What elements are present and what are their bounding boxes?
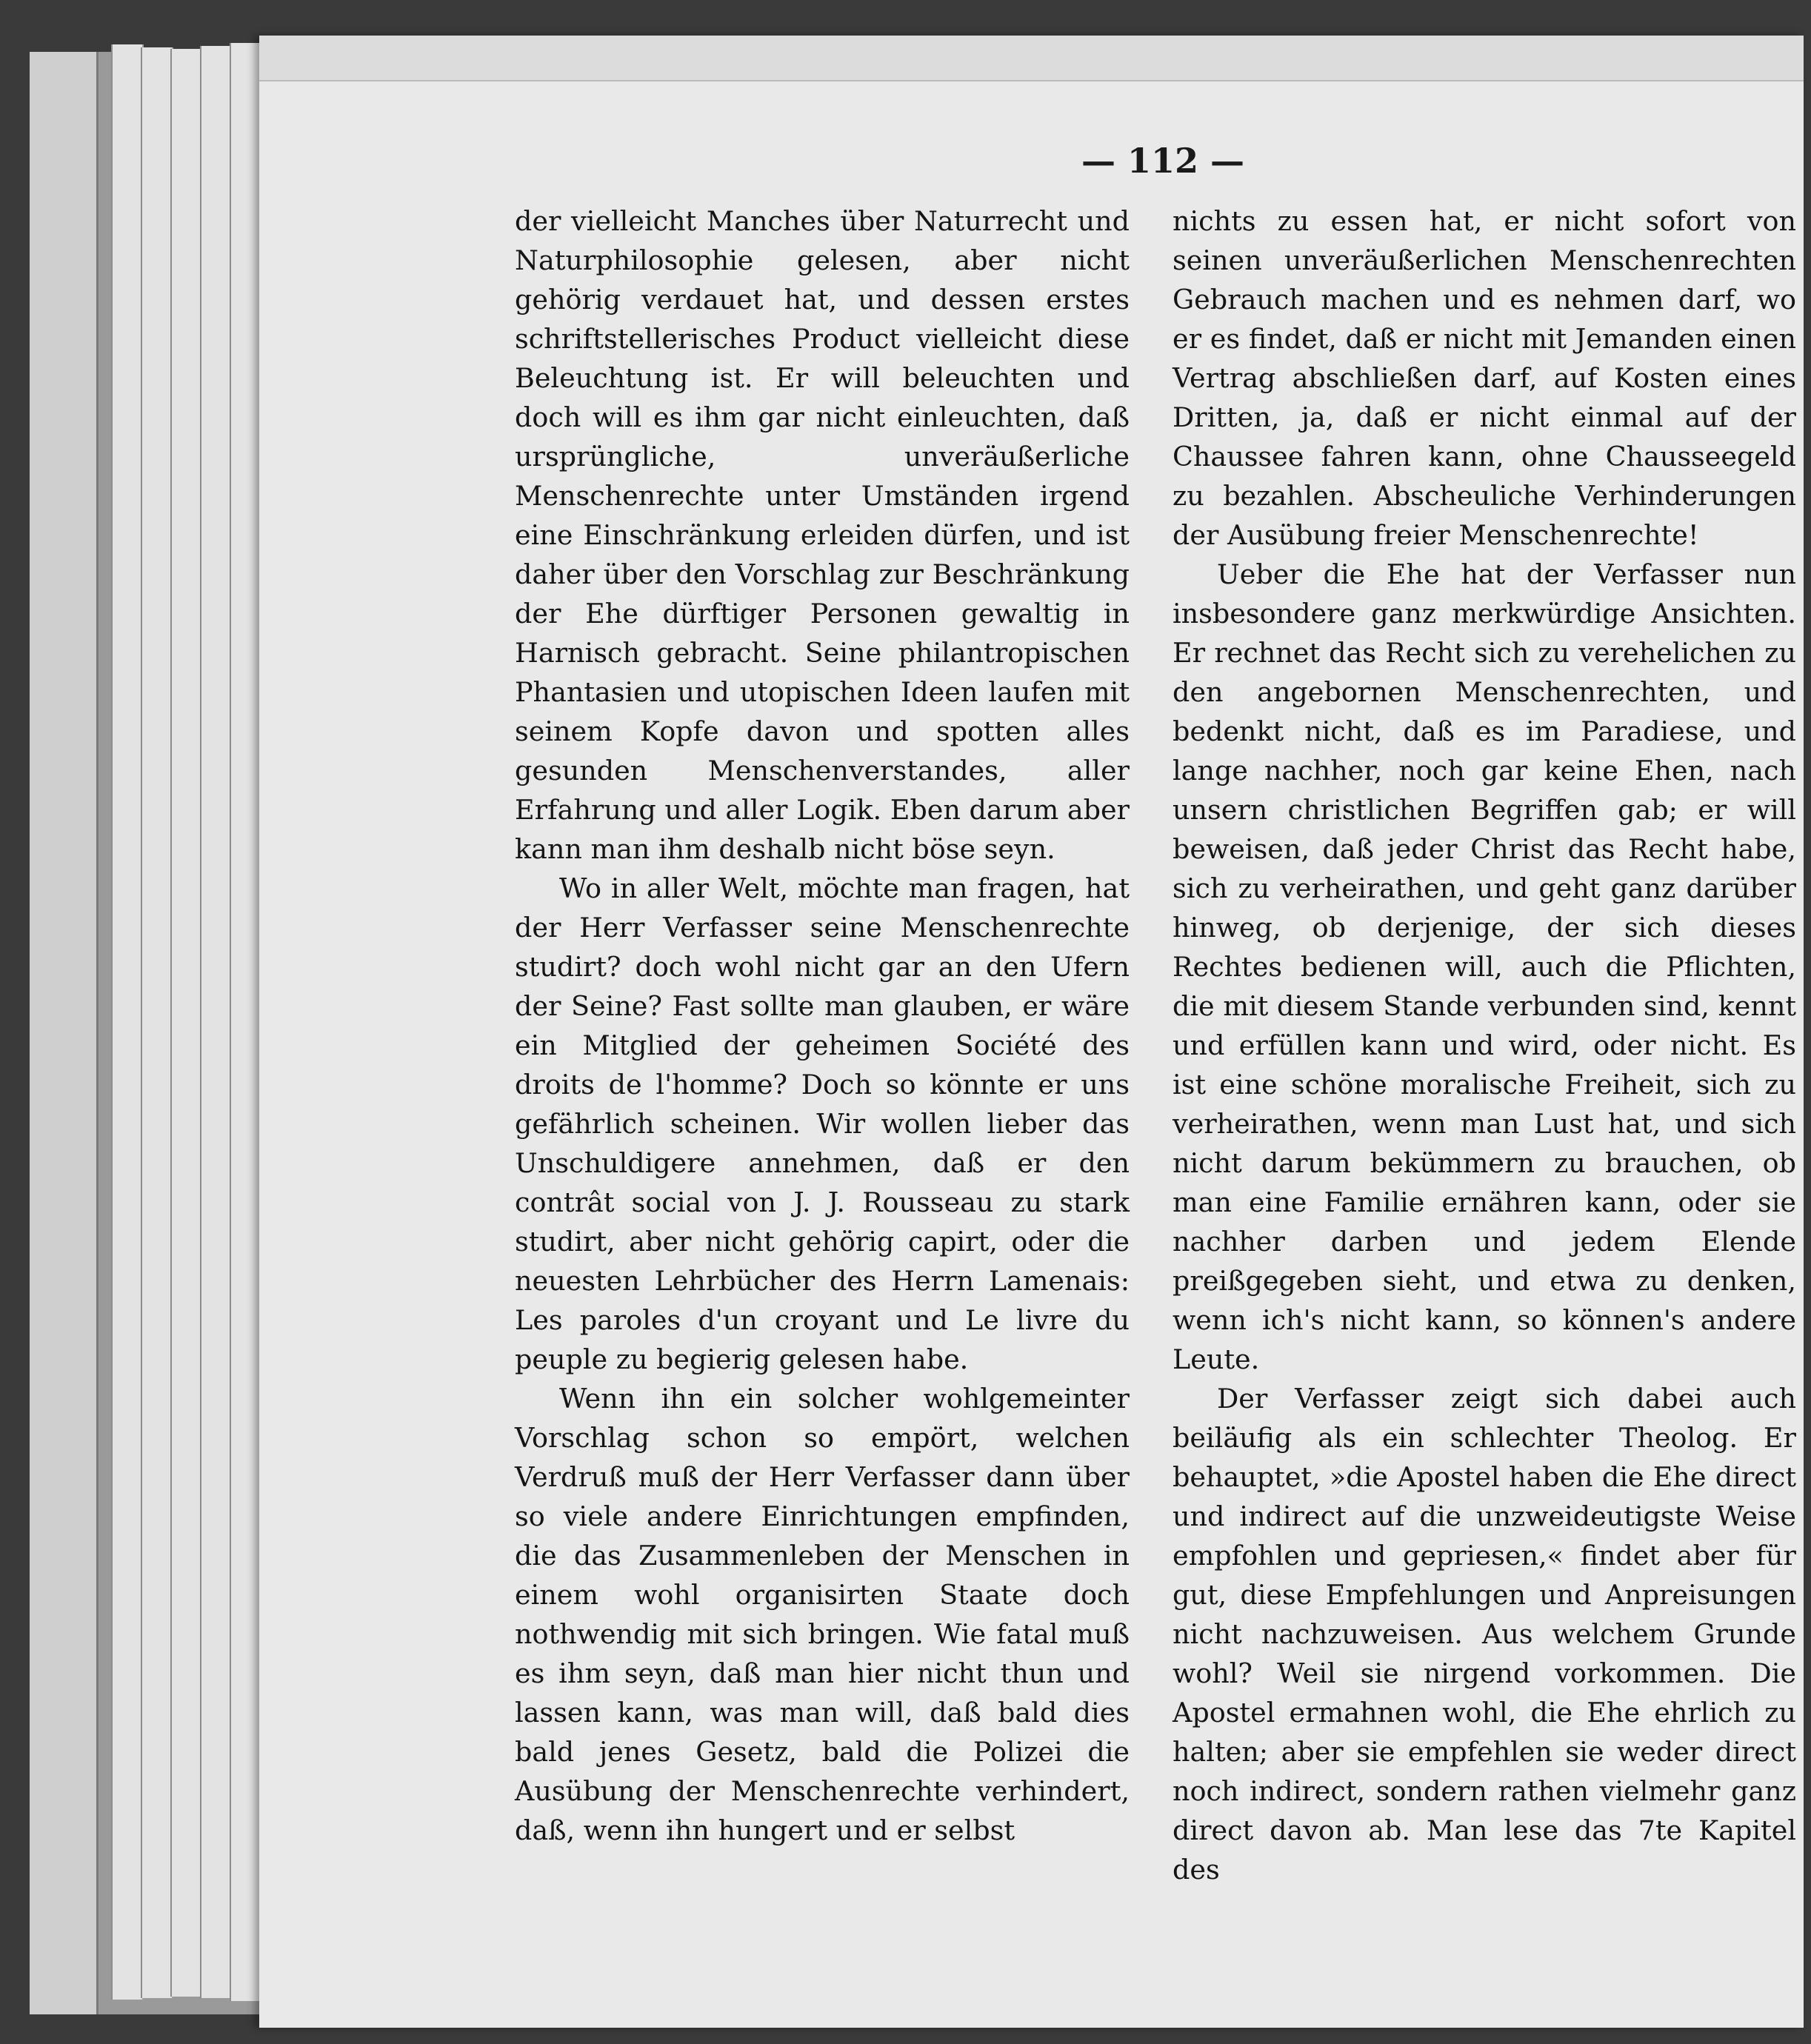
left-column	[515, 201, 1130, 1850]
page-edge	[170, 49, 203, 1997]
page-edge	[200, 46, 233, 1998]
paragraph: Wo in aller Welt, möchte man fragen, hat der Herr Verfasser seine Menschenrechte studirt? doch wohl nicht gar an den Ufern der Seine? Fast sollte man glauben, er wäre ein Mitglied der geheimen Société des droits de l'homme? Doch so könnte er uns gefährlich scheinen. Wir wollen lieber das Unschuldigere annehmen, daß er den contrât social von J. J. Rousseau zu stark studirt, aber nicht gehörig capirt, oder die neuesten Lehrbücher des Herrn Lamenais: Les paroles d'un croyant und Le livre du peuple zu begierig gelesen habe.	[515, 872, 1130, 1375]
page-edge	[141, 47, 173, 1998]
paragraph: Ueber die Ehe hat der Verfasser nun insbesondere ganz merkwürdige Ansichten. Er rechnet das Recht sich zu verehelichen zu den angebornen Menschenrechten, und bedenkt nicht, daß es im Paradiese, und lange nachher, noch gar keine Ehen, nach unsern christlichen Begriffen gab; er will beweisen, daß jeder Christ das Recht habe, sich zu verheirathen, und geht ganz darüber hinweg, ob derjenige, der sich dieses Rechtes bedienen will, auch die Pflichten, die mit diesem Stande verbunden sind, kennt und erfüllen kann und wird, oder nicht. Es ist eine schöne moralische Freiheit, sich zu verheirathen, wenn man Lust hat, und sich nicht darum bekümmern zu brauchen, ob man eine Familie ernähren kann, oder sie nachher darben und jedem Elende preißgegeben sieht, und etwa zu denken, wenn ich's nicht kann, so können's andere Leute.	[1173, 558, 1796, 1375]
page-number: — 112 —	[1081, 141, 1245, 181]
paragraph: der vielleicht Manches über Naturrecht und Naturphilosophie gelesen, aber nicht gehörig verdauet hat, und dessen erstes schriftstellerisches Product vielleicht diese Beleuchtung ist. Er will beleuchten und doch will es ihm gar nicht einleuchten, daß ursprüngliche, unveräußerliche Menschenrechte unter Umständen irgend eine Einschränkung erleiden dürfen, und ist daher über den Vorschlag zur Beschränkung der Ehe dürftiger Personen gewaltig in Harnisch gebracht. Seine philantropischen Phantasien und utopischen Ideen laufen mit seinem Kopfe davon und spotten alles gesunden Menschenverstandes, aller Erfahrung und aller Logik. Eben darum aber kann man ihm deshalb nicht böse seyn.	[515, 205, 1130, 865]
book-cover-edge	[30, 52, 99, 2014]
right-column	[1173, 201, 1796, 1889]
paragraph: Der Verfasser zeigt sich dabei auch beiläufig als ein schlechter Theolog. Er behauptet, »die Apostel haben die Ehe direct und indirect auf die unzweideutigste Weise empfohlen und gepriesen,« findet aber für gut, diese Empfehlungen und Anpreisungen nicht nachzuweisen. Aus welchem Grunde wohl? Weil sie nirgend vorkommen. Die Apostel ermahnen wohl, die Ehe ehrlich zu halten; aber sie empfehlen sie weder direct noch indirect, sondern rathen vielmehr ganz direct davon ab. Man lese das 7te Kapitel des	[1173, 1383, 1796, 1886]
paragraph: nichts zu essen hat, er nicht sofort von seinen unveräußerlichen Menschenrechten Gebrauch machen und es nehmen darf, wo er es findet, daß er nicht mit Jemanden einen Vertrag abschließen darf, auf Kosten eines Dritten, ja, daß er nicht einmal auf der Chaussee fahren kann, ohne Chausseegeld zu bezahlen. Abscheuliche Verhinderungen der Ausübung freier Menschenrechte!	[1173, 205, 1796, 551]
paragraph: Wenn ihn ein solcher wohlgemeinter Vorschlag schon so empört, welchen Verdruß muß der Herr Verfasser dann über so viele andere Einrichtungen empfinden, die das Zusammenleben der Menschen in einem wohl organisirten Staate doch nothwendig mit sich bringen. Wie fatal muß es ihm seyn, daß man hier nicht thun und lassen kann, was man will, daß bald dies bald jenes Gesetz, bald die Polizei die Ausübung der Menschenrechte verhindert, daß, wenn ihn hungert und er selbst	[515, 1383, 1130, 1846]
page-edge	[111, 44, 144, 2000]
page-edge	[230, 43, 262, 2001]
page-top-edge	[259, 36, 1804, 81]
